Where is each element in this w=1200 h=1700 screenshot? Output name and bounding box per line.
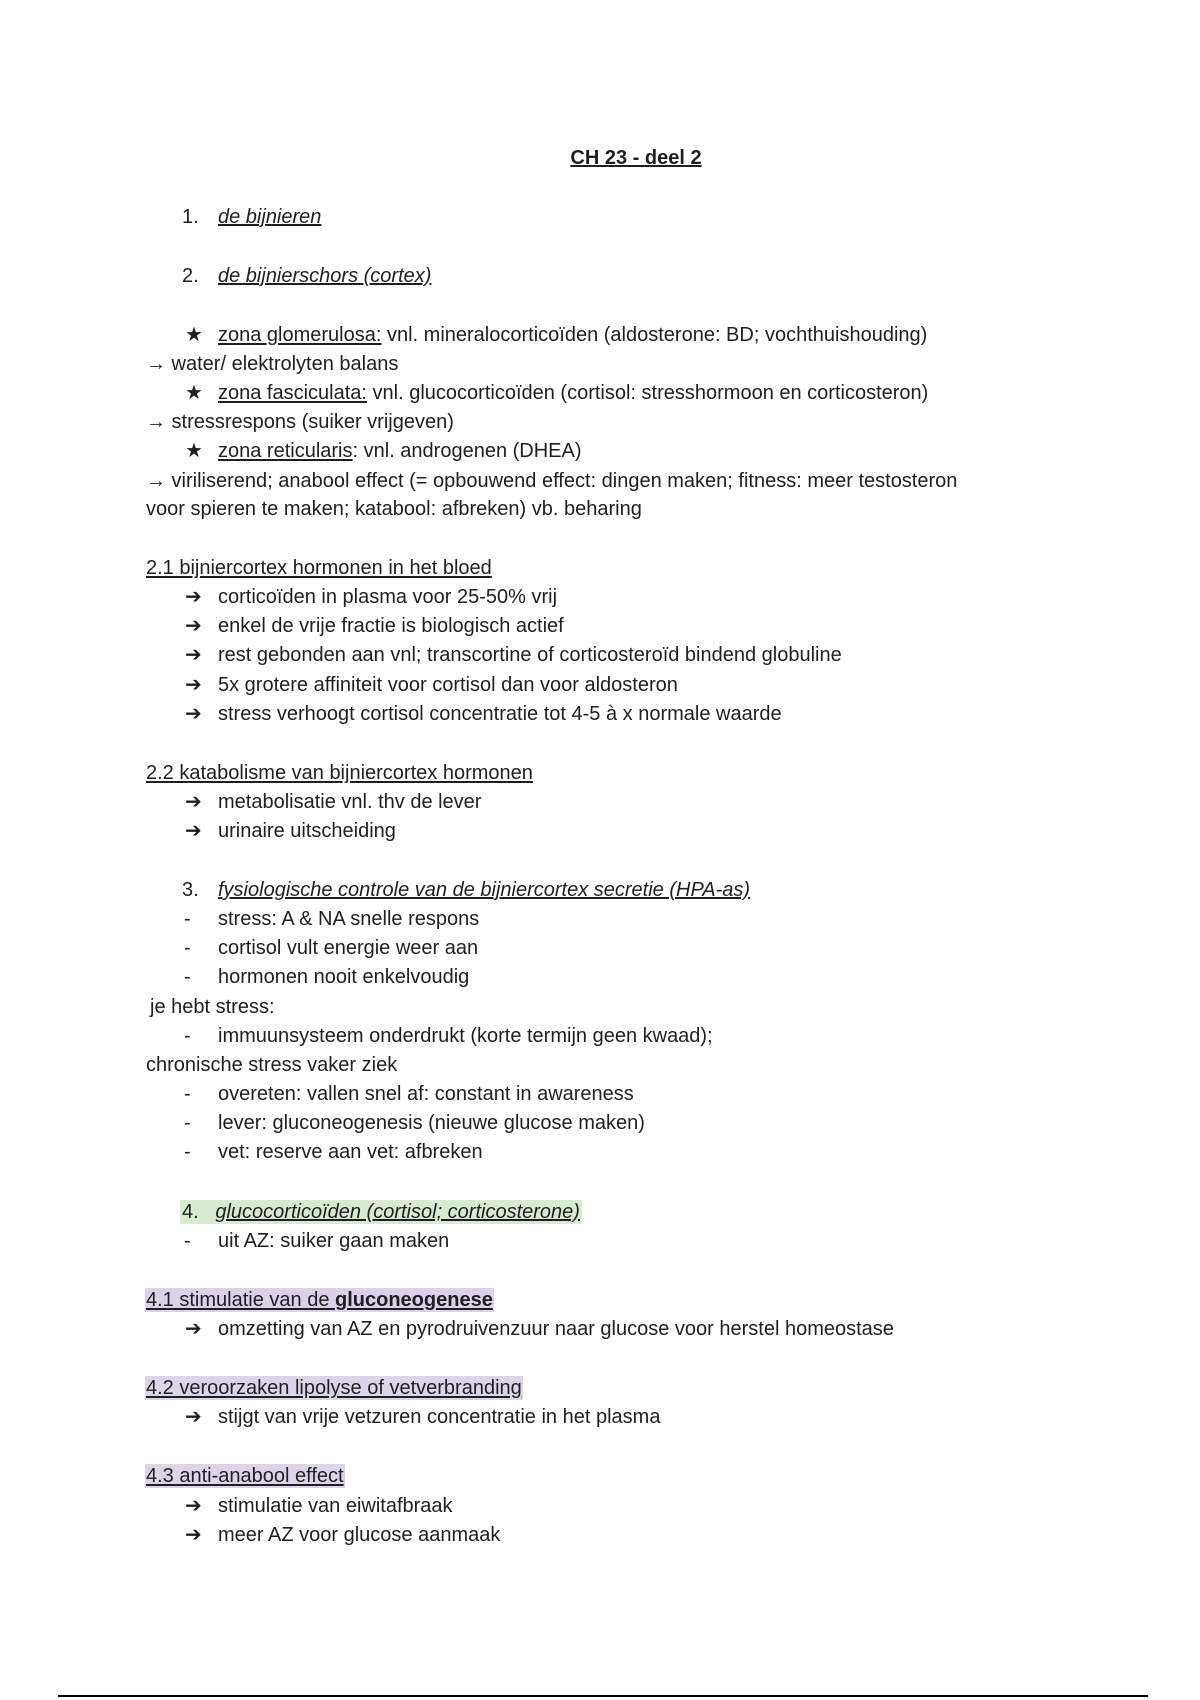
zone-name: zona fasciculata: [218,382,367,404]
star-icon: ★ [185,382,203,404]
body-line: je hebt stress: [150,996,275,1018]
zone-note-continued: voor spieren te maken; katabool: afbreken) vb. beharing [146,498,642,520]
page-title: CH 23 - deel 2 [570,147,702,169]
heading-3: fysiologische controle van de bijniercortex secretie (HPA-as) [218,879,751,901]
list-item: immuunsysteem onderdrukt (korte termijn geen kwaad); [218,1025,713,1047]
arrow-icon: ➔ [185,644,202,666]
list-item: stimulatie van eiwitafbraak [218,1495,453,1517]
section-2-1-heading: 2.1 bijniercortex hormonen in het bloed [146,557,492,579]
zone-note: → stressrespons (suiker vrijgeven) [146,411,454,433]
dash-icon: - [184,1141,191,1163]
section-4-1-heading [145,1288,494,1312]
list-item: stijgt van vrije vetzuren concentratie in het plasma [218,1406,661,1428]
dash-icon: - [184,1083,191,1105]
dash-icon: - [184,1230,191,1252]
list-item: meer AZ voor glucose aanmaak [218,1524,501,1546]
list-item: corticoïden in plasma voor 25-50% vrij [218,586,558,608]
zone-reticularis [218,439,582,463]
zone-fasciculata [218,381,928,405]
zone-desc: vnl. mineralocorticoïden (aldosterone: BD; vochthuishouding) [381,324,928,346]
section-4-2-heading: 4.2 veroorzaken lipolyse of vetverbranding [146,1377,522,1399]
arrow-icon: ➔ [185,674,202,696]
list-item: urinaire uitscheiding [218,820,396,842]
arrow-icon: ➔ [185,586,202,608]
list-item: stress verhoogt cortisol concentratie tot 4-5 à x normale waarde [218,703,782,725]
zone-name: zona glomerulosa: [218,324,382,346]
zone-desc: : vnl. androgenen (DHEA) [352,440,582,462]
list-item: lever: gluconeogenesis (nieuwe glucose maken) [218,1112,645,1134]
dash-icon: - [184,937,191,959]
arrow-icon: ➔ [185,703,202,725]
heading-4-text: glucocorticoïden (cortisol; corticosterone) [215,1201,580,1223]
arrow-icon: ➔ [185,1406,202,1428]
list-item: overeten: vallen snel af: constant in awareness [218,1083,634,1105]
star-icon: ★ [185,440,203,462]
dash-icon: - [184,966,191,988]
section-4-3-heading: 4.3 anti-anabool effect [146,1465,344,1487]
heading-4-number: 4. [182,1201,199,1223]
dash-icon: - [184,1112,191,1134]
list-item: enkel de vrije fractie is biologisch actief [218,615,564,637]
heading-1: de bijnieren [218,206,322,228]
arrow-icon: ➔ [185,1495,202,1517]
body-line: chronische stress vaker ziek [146,1054,398,1076]
heading-4 [180,1200,582,1224]
arrow-icon: ➔ [185,1524,202,1546]
zone-glomerulosa [218,323,927,347]
dash-icon: - [184,1025,191,1047]
list-item: 5x grotere affiniteit voor cortisol dan voor aldosteron [218,674,678,696]
dash-icon: - [184,908,191,930]
section-2-2-heading: 2.2 katabolisme van bijniercortex hormonen [146,762,533,784]
list-item: cortisol vult energie weer aan [218,937,479,959]
list-item: vet: reserve aan vet: afbreken [218,1141,483,1163]
zone-note: → viriliserend; anabool effect (= opbouwend effect: dingen maken; fitness: meer testosteron [146,470,958,492]
page-bottom-rule [58,1695,1148,1697]
zone-name: zona reticularis [218,440,353,462]
heading-2: de bijnierschors (cortex) [218,265,432,287]
list-item: omzetting van AZ en pyrodruivenzuur naar glucose voor herstel homeostase [218,1318,894,1340]
list-item: uit AZ: suiker gaan maken [218,1230,450,1252]
arrow-icon: ➔ [185,820,202,842]
heading-3-number: 3. [182,879,199,901]
list-item: stress: A & NA snelle respons [218,908,480,930]
arrow-icon: ➔ [185,1318,202,1340]
section-4-1-heading-bold: gluconeogenese [335,1289,493,1311]
list-item: hormonen nooit enkelvoudig [218,966,470,988]
arrow-icon: ➔ [185,791,202,813]
heading-2-number: 2. [182,265,199,287]
zone-note: → water/ elektrolyten balans [146,353,399,375]
list-item: metabolisatie vnl. thv de lever [218,791,482,813]
zone-desc: vnl. glucocorticoïden (cortisol: stresshormoon en corticosteron) [366,382,929,404]
list-item: rest gebonden aan vnl; transcortine of corticosteroïd bindend globuline [218,644,842,666]
section-4-1-heading-text: 4.1 stimulatie van de [146,1289,335,1311]
arrow-icon: ➔ [185,615,202,637]
star-icon: ★ [185,324,203,346]
heading-1-number: 1. [182,206,199,228]
